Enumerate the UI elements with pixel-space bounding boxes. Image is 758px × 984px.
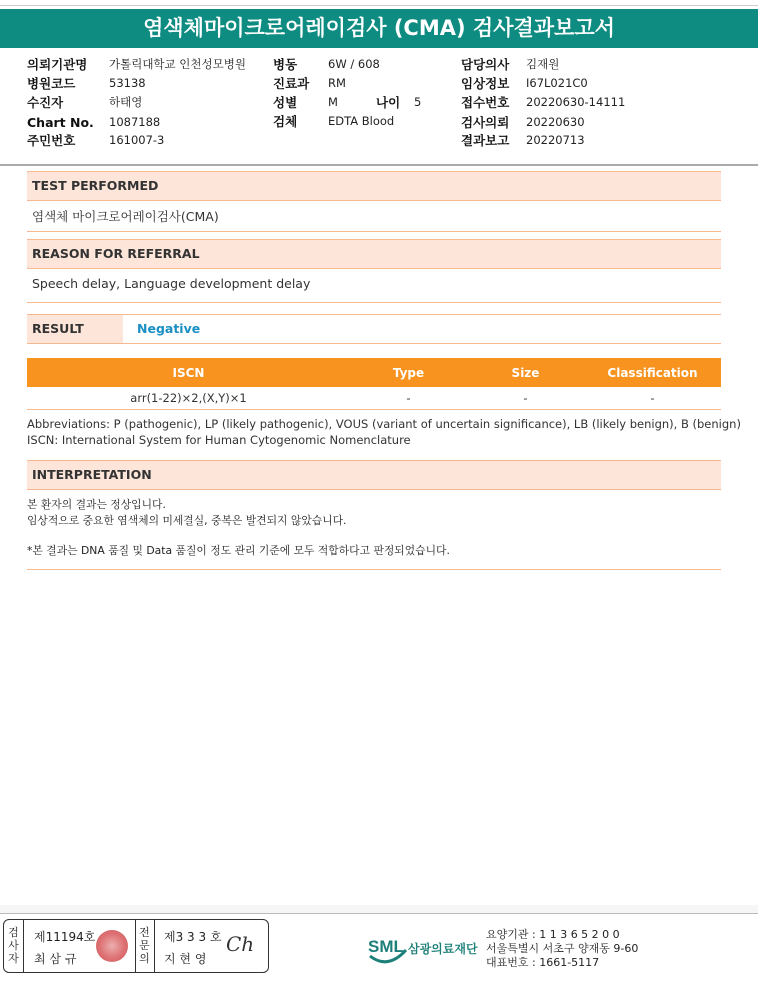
institution-address: 서울특별시 서초구 양재동 9-60	[486, 942, 639, 955]
label-age: 나이	[376, 95, 401, 110]
cell-classification: -	[584, 387, 721, 409]
table-header-row	[27, 358, 721, 387]
label-department: 진료과	[273, 76, 310, 91]
value-report-date: 20220713	[526, 133, 585, 147]
cell-size: -	[467, 387, 584, 409]
section-test-performed: TEST PERFORMED	[27, 171, 721, 201]
tester-name: 최 삼 규	[34, 952, 77, 966]
value-department: RM	[328, 76, 346, 90]
label-hospital-code: 병원코드	[27, 76, 76, 91]
label-resident-no: 주민번호	[27, 133, 76, 148]
abbreviations	[27, 416, 741, 448]
interpretation-line: 본 환자의 결과는 정상입니다.	[27, 498, 166, 511]
label-clinical-info: 임상정보	[461, 76, 510, 91]
institution-code: 요양기관 : 1 1 3 6 5 2 0 0	[486, 928, 620, 941]
organization-name: 삼광의료재단	[408, 942, 478, 956]
result-label: RESULT	[27, 315, 123, 343]
svg-text:SML: SML	[368, 937, 404, 956]
cnv-table	[27, 358, 721, 410]
institution-phone: 대표번호 : 1661-5117	[486, 956, 600, 969]
label-specimen: 검체	[273, 114, 298, 129]
value-chart-no: 1087188	[109, 115, 161, 129]
test-performed-value: 염색체 마이크로어레이검사(CMA)	[32, 209, 219, 224]
label-report-date: 결과보고	[461, 133, 510, 148]
iscn-definition-line: ISCN: International System for Human Cytogenomic Nomenclature	[27, 433, 411, 447]
divider	[27, 569, 721, 570]
label-sex: 성별	[273, 95, 298, 110]
cell-type: -	[350, 387, 467, 409]
specialist-signature: Ch	[226, 932, 255, 956]
top-divider	[0, 5, 758, 6]
label-request-date: 검사의뢰	[461, 115, 510, 130]
institution-info	[486, 928, 638, 970]
column-header-size: Size	[467, 358, 584, 387]
label-chart-no: Chart No.	[27, 115, 94, 130]
interpretation-note: *본 결과는 DNA 품질 및 Data 품질이 정도 관리 기준에 모두 적합하다고 판정되었습니다.	[27, 544, 450, 557]
specialist-license: 제3 3 3 호	[164, 930, 222, 944]
label-patient: 수진자	[27, 95, 64, 110]
reason-referral-value: Speech delay, Language development delay	[32, 276, 311, 291]
specialist-label: 전 문 의	[135, 920, 155, 972]
section-reason-referral: REASON FOR REFERRAL	[27, 239, 721, 269]
divider	[27, 302, 721, 303]
value-hospital: 가톨릭대학교 인천성모병원	[109, 57, 246, 71]
value-request-date: 20220630	[526, 115, 585, 129]
label-hospital: 의뢰기관명	[27, 57, 88, 72]
value-patient: 하태영	[109, 95, 143, 109]
result-value: Negative	[137, 321, 201, 336]
cell-iscn: arr(1-22)×2,(X,Y)×1	[27, 387, 350, 409]
header-divider	[0, 164, 758, 166]
value-resident-no: 161007-3	[109, 133, 165, 147]
interpretation-line: 임상적으로 중요한 염색체의 미세결실, 중복은 발견되지 않았습니다.	[27, 514, 347, 527]
tester-license: 제11194호	[34, 930, 96, 944]
signature-box	[3, 919, 269, 973]
table-row	[27, 387, 721, 409]
report-title: 염색체마이크로어레이검사 (CMA) 검사결과보고서	[0, 9, 758, 48]
value-sex: M	[328, 95, 338, 109]
interpretation-text	[27, 497, 450, 559]
label-doctor: 담당의사	[461, 57, 510, 72]
result-row	[27, 314, 721, 344]
patient-header	[0, 52, 758, 164]
value-age: 5	[414, 95, 422, 109]
column-header-type: Type	[350, 358, 467, 387]
value-specimen: EDTA Blood	[328, 114, 395, 128]
value-ward: 6W / 608	[328, 57, 380, 71]
header-item-hospital	[27, 55, 87, 75]
value-hospital-code: 53138	[109, 76, 146, 90]
tester-label: 검 사 자	[4, 920, 24, 972]
specialist-name: 지 현 영	[164, 952, 207, 966]
abbreviations-line: Abbreviations: P (pathogenic), LP (likely pathogenic), VOUS (variant of uncertain significance), LB (likely benign), B (benign)	[27, 417, 741, 431]
section-interpretation: INTERPRETATION	[27, 460, 721, 490]
value-receipt-no: 20220630-14111	[526, 95, 626, 109]
value-clinical-info: I67L021C0	[526, 76, 588, 90]
label-ward: 병동	[273, 57, 298, 72]
divider	[27, 231, 721, 232]
value-doctor: 김재원	[526, 57, 560, 71]
column-header-iscn: ISCN	[27, 358, 350, 387]
label-receipt-no: 접수번호	[461, 95, 510, 110]
column-header-classification: Classification	[584, 358, 721, 387]
official-seal-icon	[96, 930, 128, 962]
